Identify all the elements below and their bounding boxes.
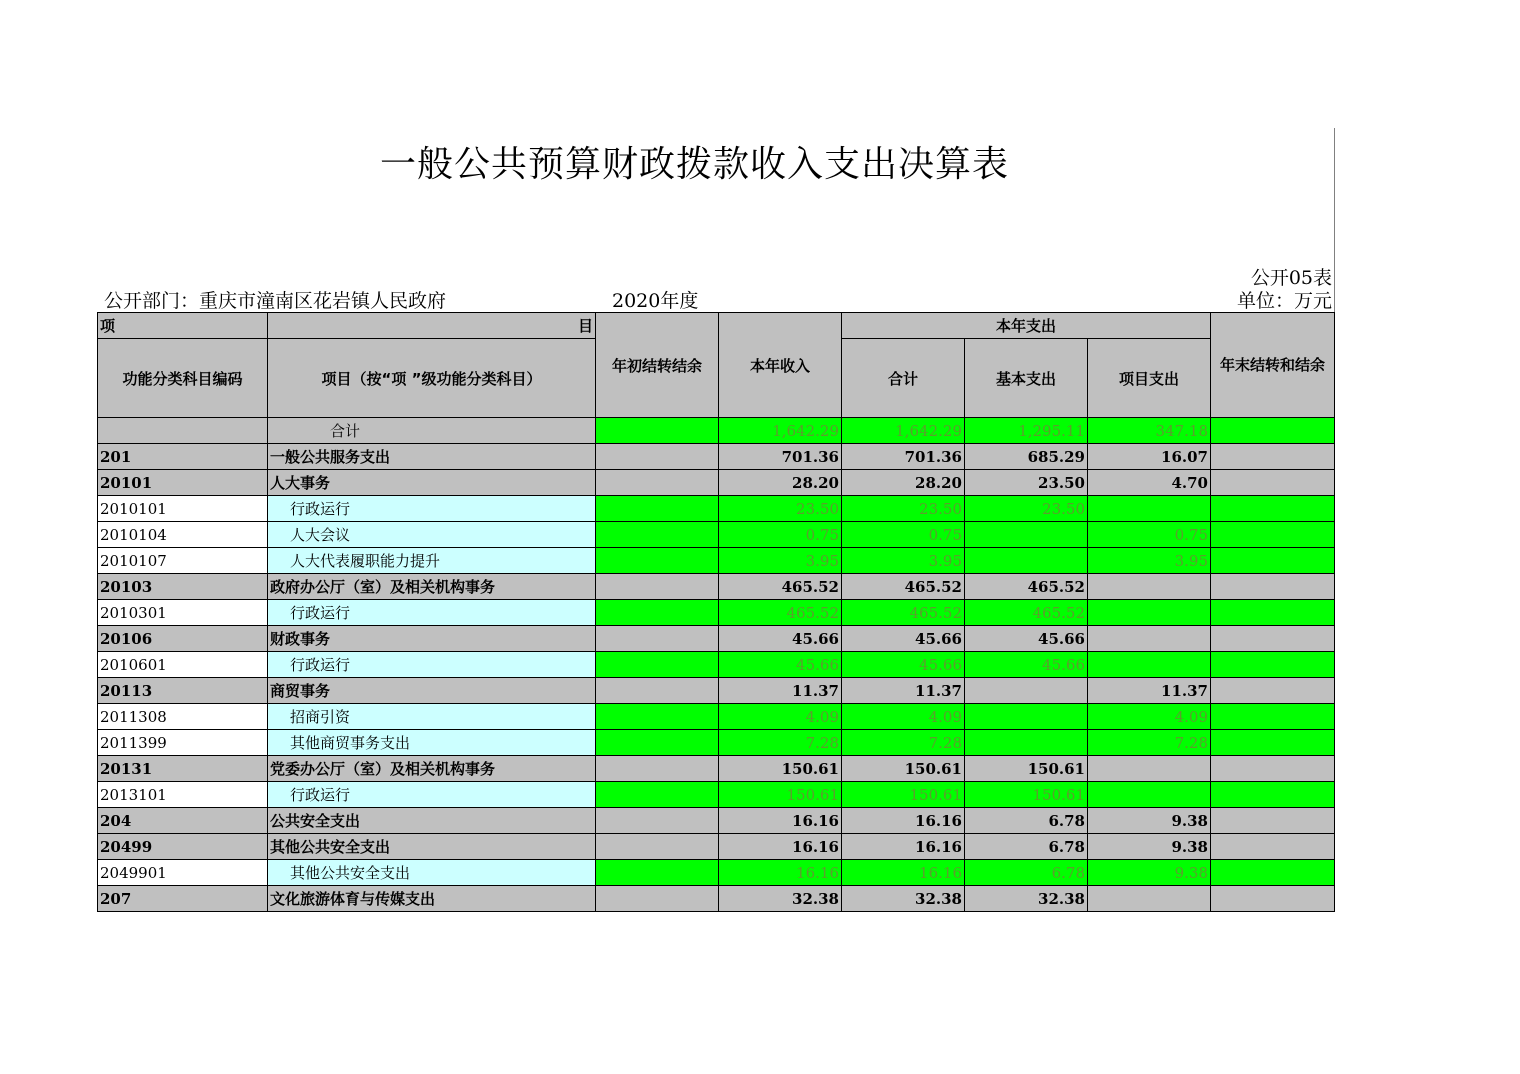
row-basic: [965, 678, 1088, 704]
row-project: 11.37: [1088, 678, 1211, 704]
row-total: 701.36: [842, 444, 965, 470]
row-basic: 45.66: [965, 626, 1088, 652]
total-label: 合计: [268, 418, 596, 444]
row-income: 465.52: [719, 600, 842, 626]
table-row: [98, 600, 1335, 626]
row-income: 16.16: [719, 808, 842, 834]
total-row: [98, 418, 1335, 444]
row-name: 政府办公厅（室）及相关机构事务: [268, 574, 596, 600]
row-income: 28.20: [719, 470, 842, 496]
row-project: 7.28: [1088, 730, 1211, 756]
table-row: [98, 756, 1335, 782]
table-row: [98, 782, 1335, 808]
row-basic: 465.52: [965, 574, 1088, 600]
table-row: [98, 522, 1335, 548]
row-code: 2049901: [98, 860, 268, 886]
header-project: 项目支出: [1088, 339, 1211, 418]
row-income: 16.16: [719, 860, 842, 886]
row-income: 150.61: [719, 782, 842, 808]
row-income: 11.37: [719, 678, 842, 704]
row-basic: 465.52: [965, 600, 1088, 626]
row-code: 2011399: [98, 730, 268, 756]
row-total: 23.50: [842, 496, 965, 522]
row-end-balance: [1211, 600, 1335, 626]
table-row: [98, 704, 1335, 730]
row-project: [1088, 756, 1211, 782]
row-basic: 685.29: [965, 444, 1088, 470]
row-end-balance: [1211, 470, 1335, 496]
budget-table: [97, 312, 1335, 912]
row-total: 16.16: [842, 808, 965, 834]
unit-label: 单位：万元: [1236, 290, 1332, 312]
row-code: 20106: [98, 626, 268, 652]
page-title: 一般公共预算财政拨款收入支出决算表: [380, 144, 1010, 185]
row-total: 32.38: [842, 886, 965, 912]
row-basic: [965, 548, 1088, 574]
row-end-balance: [1211, 808, 1335, 834]
total-begin-balance: [596, 418, 719, 444]
row-name: 行政运行: [268, 782, 596, 808]
row-basic: [965, 522, 1088, 548]
row-end-balance: [1211, 522, 1335, 548]
row-end-balance: [1211, 574, 1335, 600]
row-income: 701.36: [719, 444, 842, 470]
department-label: 公开部门：重庆市潼南区花岩镇人民政府: [104, 290, 447, 312]
row-code: 2013101: [98, 782, 268, 808]
row-begin-balance: [596, 626, 719, 652]
total-total: 1,642.29: [842, 418, 965, 444]
row-begin-balance: [596, 652, 719, 678]
right-border-rule: [1334, 128, 1335, 313]
row-end-balance: [1211, 496, 1335, 522]
row-income: 150.61: [719, 756, 842, 782]
row-code: 2010601: [98, 652, 268, 678]
row-name: 其他公共安全支出: [268, 860, 596, 886]
row-total: 7.28: [842, 730, 965, 756]
row-total: 45.66: [842, 652, 965, 678]
row-income: 32.38: [719, 886, 842, 912]
header-code: 功能分类科目编码: [98, 339, 268, 418]
row-total: 16.16: [842, 860, 965, 886]
row-end-balance: [1211, 626, 1335, 652]
row-basic: 32.38: [965, 886, 1088, 912]
row-basic: [965, 730, 1088, 756]
row-code: 20101: [98, 470, 268, 496]
row-basic: 23.50: [965, 496, 1088, 522]
row-code: 2010301: [98, 600, 268, 626]
total-basic: 1,295.11: [965, 418, 1088, 444]
row-name: 商贸事务: [268, 678, 596, 704]
year-label: 2020年度: [612, 290, 699, 312]
row-project: [1088, 574, 1211, 600]
row-code: 20113: [98, 678, 268, 704]
row-basic: 6.78: [965, 808, 1088, 834]
table-row: [98, 730, 1335, 756]
row-project: 9.38: [1088, 860, 1211, 886]
row-code: 201: [98, 444, 268, 470]
row-code: 2010101: [98, 496, 268, 522]
table-row: [98, 886, 1335, 912]
row-end-balance: [1211, 860, 1335, 886]
row-name: 行政运行: [268, 496, 596, 522]
row-project: 4.09: [1088, 704, 1211, 730]
row-income: 23.50: [719, 496, 842, 522]
row-end-balance: [1211, 678, 1335, 704]
row-end-balance: [1211, 834, 1335, 860]
row-begin-balance: [596, 600, 719, 626]
row-total: 45.66: [842, 626, 965, 652]
row-begin-balance: [596, 782, 719, 808]
row-income: 465.52: [719, 574, 842, 600]
row-name: 文化旅游体育与传媒支出: [268, 886, 596, 912]
row-project: 9.38: [1088, 808, 1211, 834]
total-end-balance: [1211, 418, 1335, 444]
row-begin-balance: [596, 886, 719, 912]
row-total: 16.16: [842, 834, 965, 860]
row-begin-balance: [596, 548, 719, 574]
total-income: 1,642.29: [719, 418, 842, 444]
row-income: 45.66: [719, 652, 842, 678]
row-code: 20103: [98, 574, 268, 600]
table-row: [98, 626, 1335, 652]
header-row-1: [98, 313, 1335, 339]
header-item: 项目（按“项 ”级功能分类科目）: [268, 339, 596, 418]
row-code: 2011308: [98, 704, 268, 730]
row-project: [1088, 600, 1211, 626]
row-begin-balance: [596, 808, 719, 834]
table-row: [98, 860, 1335, 886]
row-project: 9.38: [1088, 834, 1211, 860]
row-name: 人大事务: [268, 470, 596, 496]
row-project: 3.95: [1088, 548, 1211, 574]
row-end-balance: [1211, 548, 1335, 574]
table-row: [98, 652, 1335, 678]
row-total: 465.52: [842, 600, 965, 626]
row-code: 204: [98, 808, 268, 834]
row-income: 0.75: [719, 522, 842, 548]
row-name: 人大会议: [268, 522, 596, 548]
row-basic: 45.66: [965, 652, 1088, 678]
row-project: [1088, 496, 1211, 522]
row-project: [1088, 886, 1211, 912]
row-income: 3.95: [719, 548, 842, 574]
table-row: [98, 678, 1335, 704]
row-total: 0.75: [842, 522, 965, 548]
row-basic: 23.50: [965, 470, 1088, 496]
row-begin-balance: [596, 496, 719, 522]
header-income: 本年收入: [719, 313, 842, 418]
row-begin-balance: [596, 730, 719, 756]
row-basic: 6.78: [965, 860, 1088, 886]
row-total: 11.37: [842, 678, 965, 704]
row-end-balance: [1211, 652, 1335, 678]
row-name: 其他公共安全支出: [268, 834, 596, 860]
row-end-balance: [1211, 704, 1335, 730]
header-basic: 基本支出: [965, 339, 1088, 418]
row-income: 7.28: [719, 730, 842, 756]
row-end-balance: [1211, 756, 1335, 782]
row-total: 3.95: [842, 548, 965, 574]
row-project: [1088, 626, 1211, 652]
row-begin-balance: [596, 522, 719, 548]
header-end-balance: 年末结转和结余: [1211, 313, 1335, 418]
row-begin-balance: [596, 470, 719, 496]
header-begin-balance: 年初结转结余: [596, 313, 719, 418]
row-begin-balance: [596, 444, 719, 470]
total-code-cell: [98, 418, 268, 444]
row-name: 招商引资: [268, 704, 596, 730]
row-begin-balance: [596, 860, 719, 886]
row-income: 45.66: [719, 626, 842, 652]
row-name: 人大代表履职能力提升: [268, 548, 596, 574]
row-income: 4.09: [719, 704, 842, 730]
total-project: 347.18: [1088, 418, 1211, 444]
row-total: 28.20: [842, 470, 965, 496]
row-name: 财政事务: [268, 626, 596, 652]
row-basic: 150.61: [965, 782, 1088, 808]
row-begin-balance: [596, 678, 719, 704]
row-code: 2010107: [98, 548, 268, 574]
row-begin-balance: [596, 574, 719, 600]
header-xiang: 项: [98, 313, 268, 339]
row-end-balance: [1211, 886, 1335, 912]
table-row: [98, 574, 1335, 600]
row-total: 4.09: [842, 704, 965, 730]
row-income: 16.16: [719, 834, 842, 860]
row-basic: [965, 704, 1088, 730]
table-row: [98, 548, 1335, 574]
row-name: 其他商贸事务支出: [268, 730, 596, 756]
row-basic: 150.61: [965, 756, 1088, 782]
row-name: 公共安全支出: [268, 808, 596, 834]
row-project: 16.07: [1088, 444, 1211, 470]
row-begin-balance: [596, 756, 719, 782]
header-expense-group: 本年支出: [842, 313, 1211, 339]
row-total: 150.61: [842, 782, 965, 808]
row-code: 207: [98, 886, 268, 912]
row-end-balance: [1211, 444, 1335, 470]
row-total: 465.52: [842, 574, 965, 600]
row-name: 一般公共服务支出: [268, 444, 596, 470]
header-total: 合计: [842, 339, 965, 418]
table-row: [98, 808, 1335, 834]
row-project: [1088, 782, 1211, 808]
row-name: 行政运行: [268, 600, 596, 626]
row-total: 150.61: [842, 756, 965, 782]
table-row: [98, 470, 1335, 496]
row-name: 党委办公厅（室）及相关机构事务: [268, 756, 596, 782]
table-row: [98, 496, 1335, 522]
row-code: 20131: [98, 756, 268, 782]
row-name: 行政运行: [268, 652, 596, 678]
table-row: [98, 834, 1335, 860]
row-end-balance: [1211, 730, 1335, 756]
row-begin-balance: [596, 834, 719, 860]
row-basic: 6.78: [965, 834, 1088, 860]
row-end-balance: [1211, 782, 1335, 808]
row-begin-balance: [596, 704, 719, 730]
table-code-label: 公开05表: [1250, 267, 1332, 289]
row-code: 2010104: [98, 522, 268, 548]
row-project: 4.70: [1088, 470, 1211, 496]
row-project: [1088, 652, 1211, 678]
header-mu: 目: [268, 313, 596, 339]
table-row: [98, 444, 1335, 470]
row-code: 20499: [98, 834, 268, 860]
row-project: 0.75: [1088, 522, 1211, 548]
